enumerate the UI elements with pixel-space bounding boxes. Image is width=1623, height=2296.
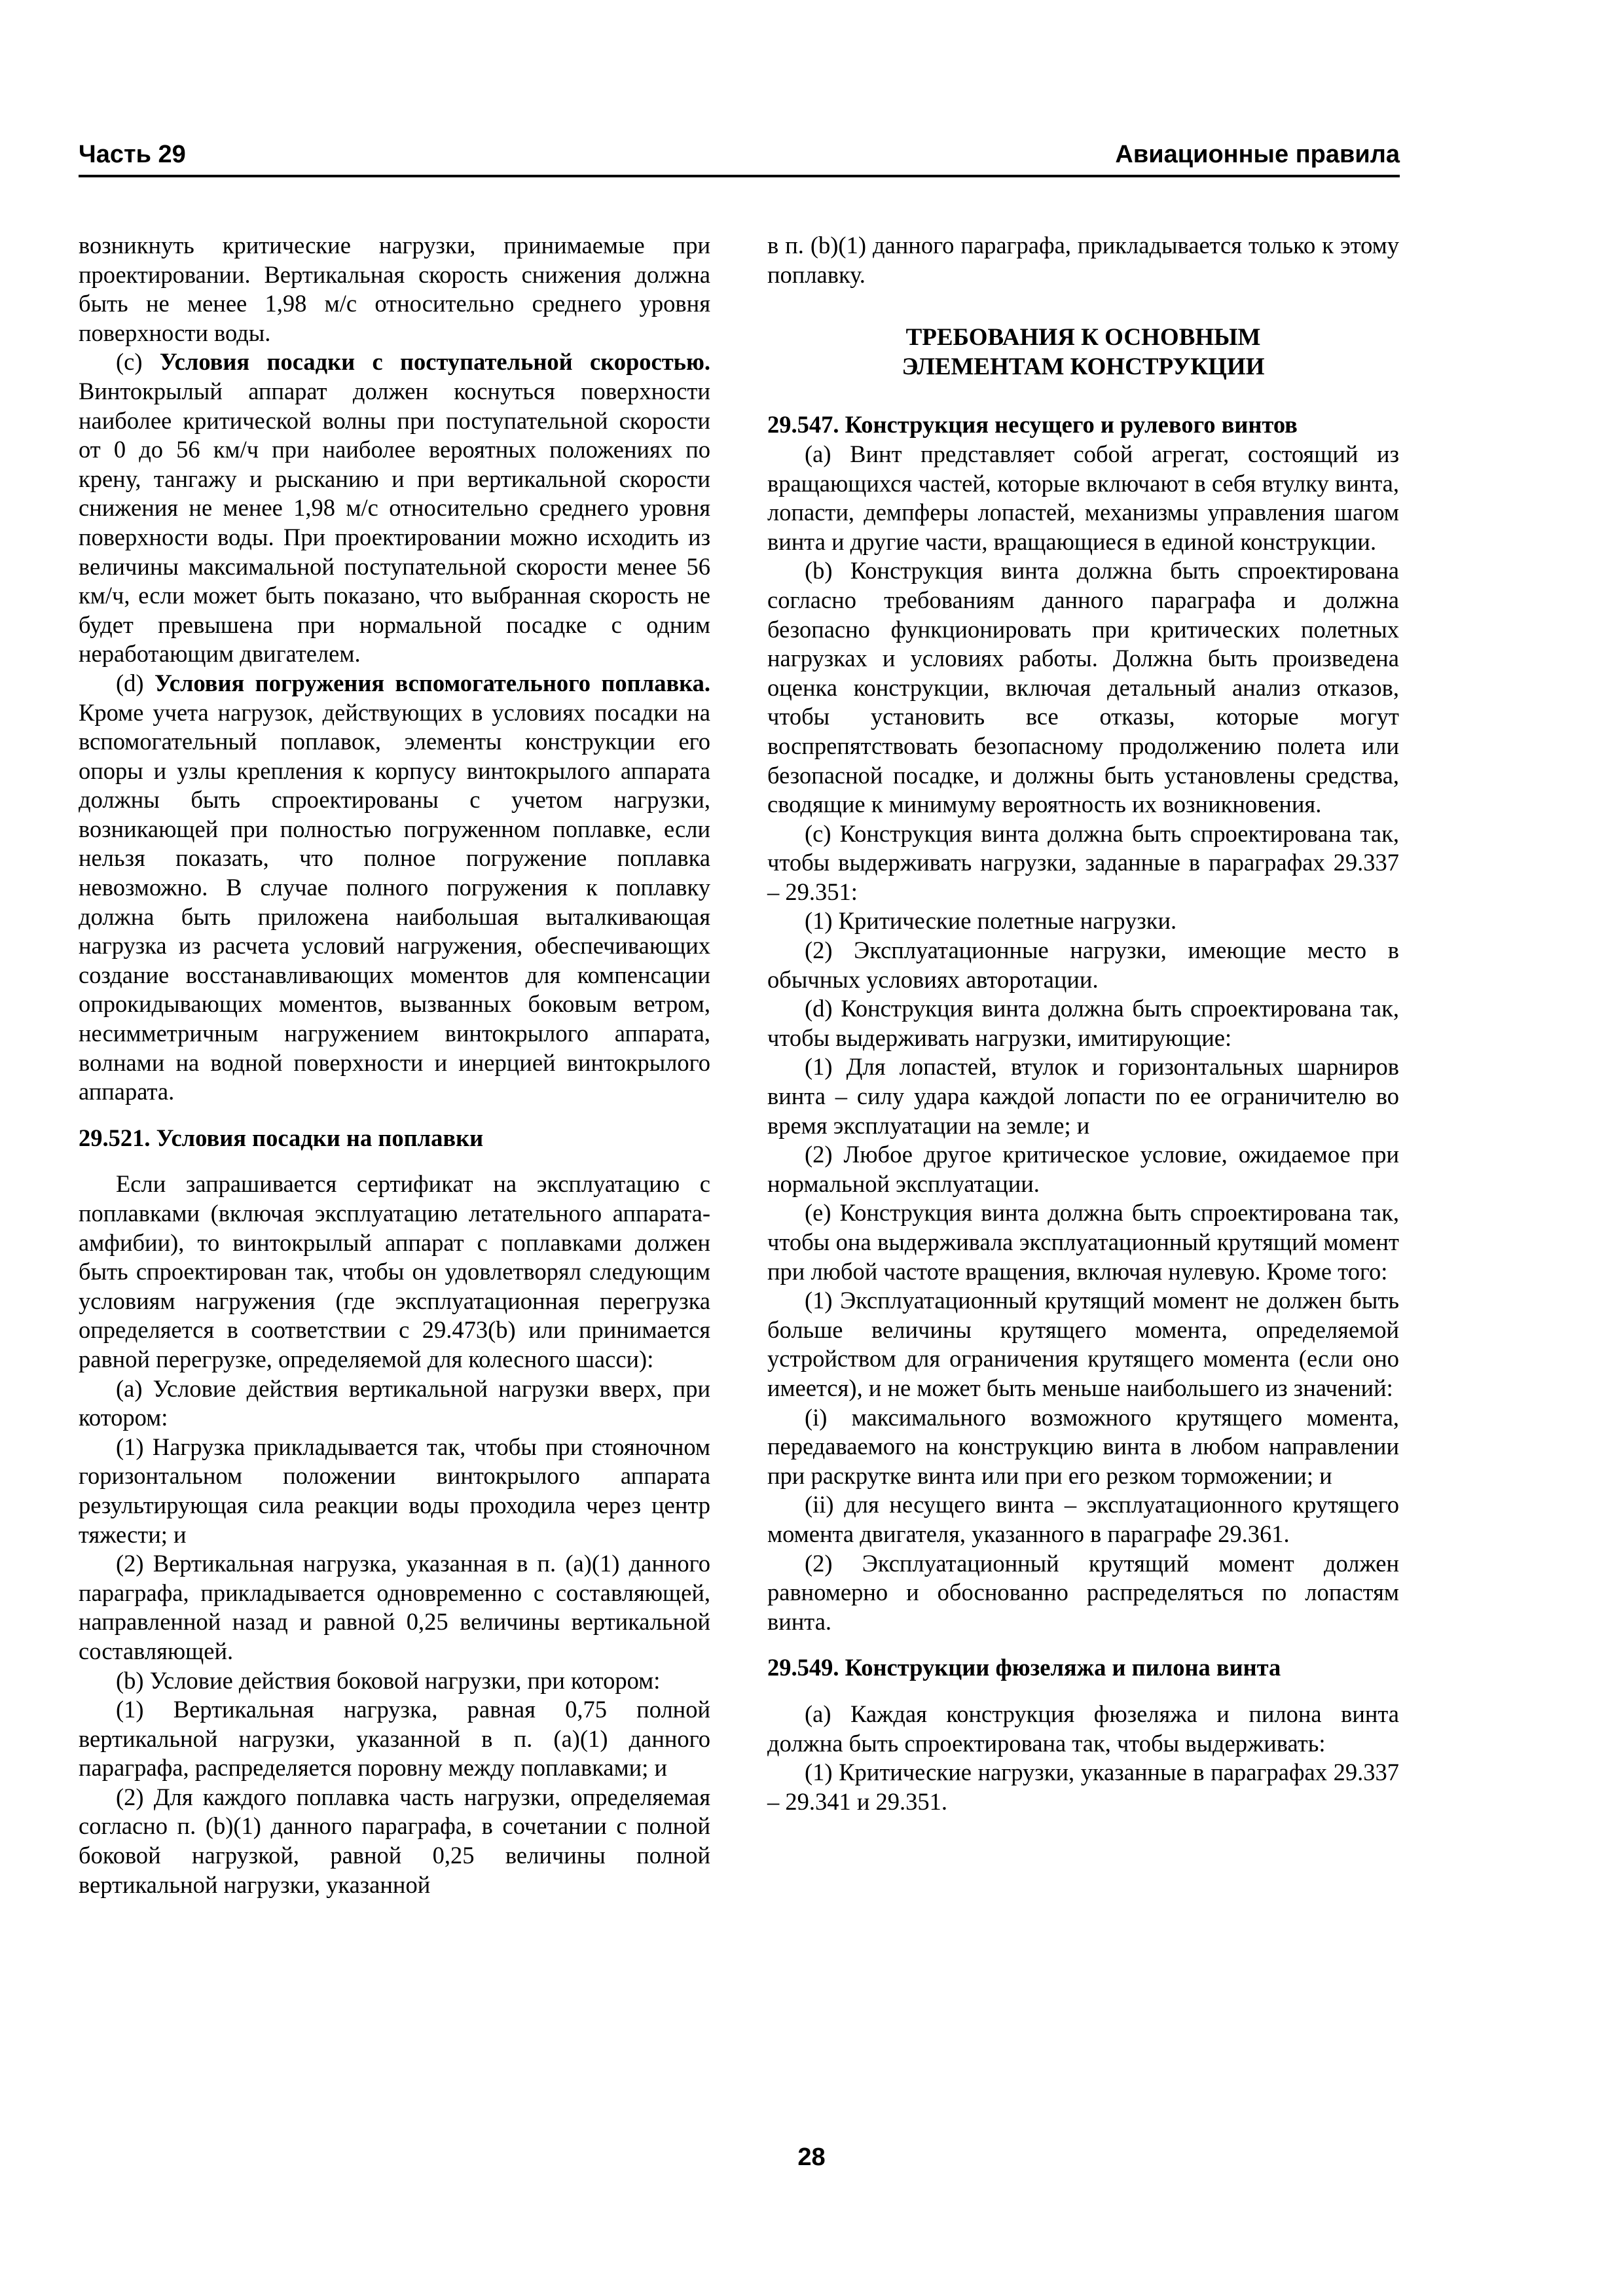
paragraph: (1) Критические нагрузки, указанные в параграфах 29.337 – 29.341 и 29.351.	[767, 1759, 1399, 1815]
paragraph: (a) Винт представляет собой агрегат, состоящий из вращающихся частей, которые включают в себя втулку винта, лопасти, демпферы лопастей, механизмы управления шагом винта и другие части, вращающиеся в единой конструкции.	[767, 440, 1399, 555]
paragraph: (2) Эксплуатационные нагрузки, имеющие место в обычных условиях авторотации.	[767, 937, 1399, 993]
paragraph: возникнуть критические нагрузки, принимаемые при проектировании. Вертикальная скорость снижения должна быть не менее 1,98 м/с относительно среднего уровня поверхности воды.	[79, 232, 710, 346]
paragraph: (1) Эксплуатационный крутящий момент не должен быть больше величины крутящего момента, определяемой устройством для ограничения крутящего момента (если оно имеется), и не может быть меньше наибольшего из значений:	[767, 1287, 1399, 1401]
right-column	[767, 231, 1399, 1816]
paragraph: (b) Условие действия боковой нагрузки, при котором:	[116, 1666, 661, 1694]
item-marker: (d)	[116, 669, 155, 696]
paragraph: (2) Вертикальная нагрузка, указанная в п. (a)(1) данного параграфа, прикладывается одновременно с составляющей, направленной назад и равной 0,25 величины вертикальной составляющей.	[79, 1550, 710, 1664]
paragraph: (1) Нагрузка прикладывается так, чтобы при стояночном горизонтальном положении винтокрылого аппарата результирующая сила реакции воды проходила через центр тяжести; и	[79, 1433, 710, 1548]
paragraph: (b) Конструкция винта должна быть спроектирована согласно требованиям данного параграфа и должна безопасно функционировать при критических полетных нагрузках и условиях работы. Должна быть произведена оценка конструкции, включая детальный анализ отказов, чтобы установить все отказы, которые могут воспрепятствовать безопасному продолжению полета или безопасной посадке, и должны быть установлены средства, сводящие к минимуму вероятность их возникновения.	[767, 557, 1399, 818]
paragraph: (1) Вертикальная нагрузка, равная 0,75 полной вертикальной нагрузки, указанной в п. (a)(1) данного параграфа, распределяется поровну между поплавками; и	[79, 1696, 710, 1782]
paragraph: (e) Конструкция винта должна быть спроектирована так, чтобы она выдерживала эксплуатационный крутящий момент при любой частоте вращения, включая нулевую. Кроме того:	[767, 1199, 1399, 1285]
section-heading-29-521: 29.521. Условия посадки на поплавки	[79, 1124, 484, 1151]
paragraph-text: Кроме учета нагрузок, действующих в условиях посадки на вспомогательный поплавок, элементы конструкции его опоры и узлы крепления к корпусу винтокрылого аппарата должны быть спроектированы с учетом нагрузки, возникающей при полностью погруженном поплавке, если нельзя показать, что полное погружение поплавка невозможно. В случае полного погружения к поплавку должна быть приложена наибольшая выталкивающая нагрузка из расчета условий нагружения, обеспечивающих создание восстанавливающих моментов для компенсации опрокидывающих моментов, вызванных боковым ветром, несимметричным нагружением винтокрылого аппарата, волнами на водной поверхности и инерцией винтокрылого аппарата.	[79, 698, 710, 1105]
chapter-title-line: ТРЕБОВАНИЯ К ОСНОВНЫМ	[905, 324, 1261, 351]
section-heading-29-549: 29.549. Конструкции фюзеляжа и пилона винта	[767, 1654, 1281, 1681]
item-marker: (c)	[116, 348, 160, 376]
paragraph-bold-title: Условия погружения вспомогательного поплавка.	[154, 669, 711, 696]
paragraph-float-immersion	[79, 669, 710, 1107]
left-column	[79, 231, 710, 1899]
section-heading-29-547: 29.547. Конструкция несущего и рулевого винтов	[767, 411, 1298, 439]
paragraph: (2) Для каждого поплавка часть нагрузки, определяемая согласно п. (b)(1) данного параграфа, в сочетании с полной боковой нагрузкой, равной 0,25 величины полной вертикальной нагрузки, указанной	[79, 1783, 710, 1898]
page-number: 28	[797, 2144, 826, 2171]
chapter-title-line: ЭЛЕМЕНТАМ КОНСТРУКЦИИ	[902, 353, 1265, 380]
header-title: Авиационные правила	[1115, 141, 1400, 168]
paragraph: (2) Любое другое критическое условие, ожидаемое при нормальной эксплуатации.	[767, 1141, 1399, 1197]
paragraph: (1) Критические полетные нагрузки.	[805, 907, 1177, 935]
paragraph: (1) Для лопастей, втулок и горизонтальных шарниров винта – силу удара каждой лопасти по ее ограничителю во время эксплуатации на земле; и	[767, 1053, 1399, 1139]
paragraph: (d) Конструкция винта должна быть спроектирована так, чтобы выдерживать нагрузки, имитирующие:	[767, 995, 1399, 1051]
paragraph: в п. (b)(1) данного параграфа, прикладывается только к этому поплавку.	[767, 232, 1399, 288]
paragraph: (a) Условие действия вертикальной нагрузки вверх, при котором:	[79, 1374, 710, 1431]
header-part-label: Часть 29	[79, 141, 186, 168]
chapter-title	[767, 323, 1399, 382]
paragraph: (2) Эксплуатационный крутящий момент должен равномерно и обоснованно распределяться по лопастям винта.	[767, 1549, 1399, 1635]
paragraph: Если запрашивается сертификат на эксплуатацию с поплавками (включая эксплуатацию летательного аппарата-амфибии), то винтокрылый аппарат с поплавками должен быть спроектирован так, чтобы он удовлетворял следующим условиям нагружения (где эксплуатационная перегрузка определяется в соответствии с 29.473(b) или принимается равной перегрузке, определяемой для колесного шасси):	[79, 1170, 710, 1372]
paragraph: (ii) для несущего винта – эксплуатационного крутящего момента двигателя, указанного в параграфе 29.361.	[767, 1491, 1399, 1547]
paragraph: (i) максимального возможного крутящего момента, передаваемого на конструкцию винта в любом направлении при раскрутке винта или при его резком торможении; и	[767, 1403, 1399, 1489]
paragraph: (a) Каждая конструкция фюзеляжа и пилона винта должна быть спроектирована так, чтобы выдерживать:	[767, 1700, 1399, 1757]
paragraph-landing-speed	[79, 348, 710, 669]
paragraph-text: Винтокрылый аппарат должен коснуться поверхности наиболее критической волны при поступательной скорости от 0 до 56 км/ч при наиболее вероятных положениях по крену, тангажу и рысканию и при вертикальной скорости снижения не менее 1,98 м/с относительно среднего уровня поверхности воды. При проектировании можно исходить из величины максимальной поступательной скорости менее 56 км/ч, если может быть показано, что выбранная скорость не будет превышена при нормальной посадке с одним неработающим двигателем.	[79, 377, 710, 668]
page-header	[79, 138, 1400, 177]
paragraph-bold-title: Условия посадки с поступательной скоростью.	[159, 348, 710, 376]
paragraph: (c) Конструкция винта должна быть спроектирована так, чтобы выдерживать нагрузки, заданные в параграфах 29.337 – 29.351:	[767, 819, 1399, 905]
